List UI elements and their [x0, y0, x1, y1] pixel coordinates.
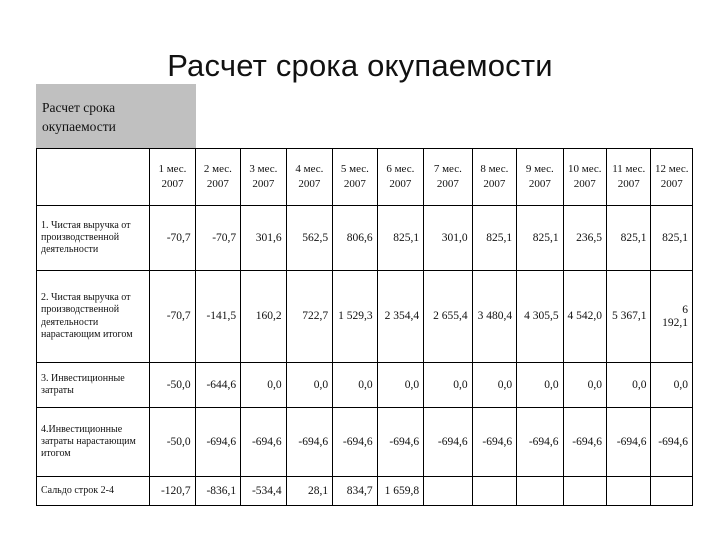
value-cell [424, 477, 473, 506]
header-cell: 11 мес. 2007 [607, 149, 651, 206]
value-cell: 0,0 [286, 363, 332, 408]
value-cell: 834,7 [333, 477, 377, 506]
table-row [37, 363, 693, 408]
header-cell: 3 мес. 2007 [241, 149, 286, 206]
value-cell: 160,2 [241, 271, 286, 363]
header-cell: 1 мес. 2007 [150, 149, 195, 206]
header-cell: 9 мес. 2007 [517, 149, 563, 206]
row-label: 3. Инвестиционные затраты [37, 363, 150, 408]
value-cell: 0,0 [517, 363, 563, 408]
value-cell: 1 529,3 [333, 271, 377, 363]
value-cell: -694,6 [563, 408, 606, 477]
value-cell: 825,1 [517, 206, 563, 271]
header-cell: 6 мес. 2007 [377, 149, 423, 206]
table-row [37, 271, 693, 363]
value-cell: 0,0 [241, 363, 286, 408]
row-label: 1. Чистая выручка от производственной деятельности [37, 206, 150, 271]
value-cell: -694,6 [286, 408, 332, 477]
value-cell: 28,1 [286, 477, 332, 506]
value-cell: 236,5 [563, 206, 606, 271]
header-cell: 8 мес. 2007 [472, 149, 516, 206]
value-cell: 0,0 [333, 363, 377, 408]
payback-table [36, 148, 693, 506]
value-cell: -644,6 [195, 363, 240, 408]
value-cell: 0,0 [377, 363, 423, 408]
value-cell: 3 480,4 [472, 271, 516, 363]
value-cell: 2 655,4 [424, 271, 473, 363]
table-row [37, 206, 693, 271]
value-cell: 0,0 [607, 363, 651, 408]
value-cell: -70,7 [195, 206, 240, 271]
header-cell: 4 мес. 2007 [286, 149, 332, 206]
value-cell: 2 354,4 [377, 271, 423, 363]
value-cell [651, 477, 693, 506]
value-cell: -50,0 [150, 408, 195, 477]
value-cell: 825,1 [651, 206, 693, 271]
header-empty-cell [37, 149, 150, 206]
header-cell: 12 мес. 2007 [651, 149, 693, 206]
header-cell: 5 мес. 2007 [333, 149, 377, 206]
value-cell: -141,5 [195, 271, 240, 363]
value-cell: 0,0 [651, 363, 693, 408]
header-row [37, 149, 693, 206]
row-label: Сальдо строк 2-4 [37, 477, 150, 506]
value-cell: -836,1 [195, 477, 240, 506]
value-cell: 0,0 [424, 363, 473, 408]
value-cell [607, 477, 651, 506]
table-row [37, 477, 693, 506]
value-cell: -694,6 [195, 408, 240, 477]
gray-label-box [36, 84, 196, 148]
gray-box-label: Расчет срока окупаемости [42, 100, 116, 134]
value-cell: -694,6 [241, 408, 286, 477]
value-cell: -694,6 [472, 408, 516, 477]
value-cell: 1 659,8 [377, 477, 423, 506]
value-cell: -694,6 [424, 408, 473, 477]
value-cell: 6 192,1 [651, 271, 693, 363]
value-cell: 825,1 [472, 206, 516, 271]
row-label: 4.Инвестиционные затраты нарастающим итогом [37, 408, 150, 477]
value-cell: 806,6 [333, 206, 377, 271]
header-cell: 10 мес. 2007 [563, 149, 606, 206]
value-cell: -694,6 [333, 408, 377, 477]
value-cell: 0,0 [472, 363, 516, 408]
value-cell: 825,1 [377, 206, 423, 271]
value-cell: -70,7 [150, 271, 195, 363]
value-cell: -50,0 [150, 363, 195, 408]
value-cell [472, 477, 516, 506]
header-cell: 7 мес. 2007 [424, 149, 473, 206]
value-cell: 4 542,0 [563, 271, 606, 363]
value-cell: -694,6 [377, 408, 423, 477]
value-cell: -694,6 [517, 408, 563, 477]
value-cell [517, 477, 563, 506]
value-cell: -694,6 [607, 408, 651, 477]
value-cell: -70,7 [150, 206, 195, 271]
row-label: 2. Чистая выручка от производственной деятельности нарастающим итогом [37, 271, 150, 363]
value-cell: -694,6 [651, 408, 693, 477]
value-cell: 722,7 [286, 271, 332, 363]
table-row [37, 408, 693, 477]
value-cell: 301,0 [424, 206, 473, 271]
header-cell: 2 мес. 2007 [195, 149, 240, 206]
value-cell: -120,7 [150, 477, 195, 506]
slide-title: Расчет срока окупаемости [167, 48, 553, 83]
value-cell [563, 477, 606, 506]
value-cell: 301,6 [241, 206, 286, 271]
value-cell: 825,1 [607, 206, 651, 271]
value-cell: -534,4 [241, 477, 286, 506]
value-cell: 4 305,5 [517, 271, 563, 363]
value-cell: 5 367,1 [607, 271, 651, 363]
value-cell: 0,0 [563, 363, 606, 408]
value-cell: 562,5 [286, 206, 332, 271]
